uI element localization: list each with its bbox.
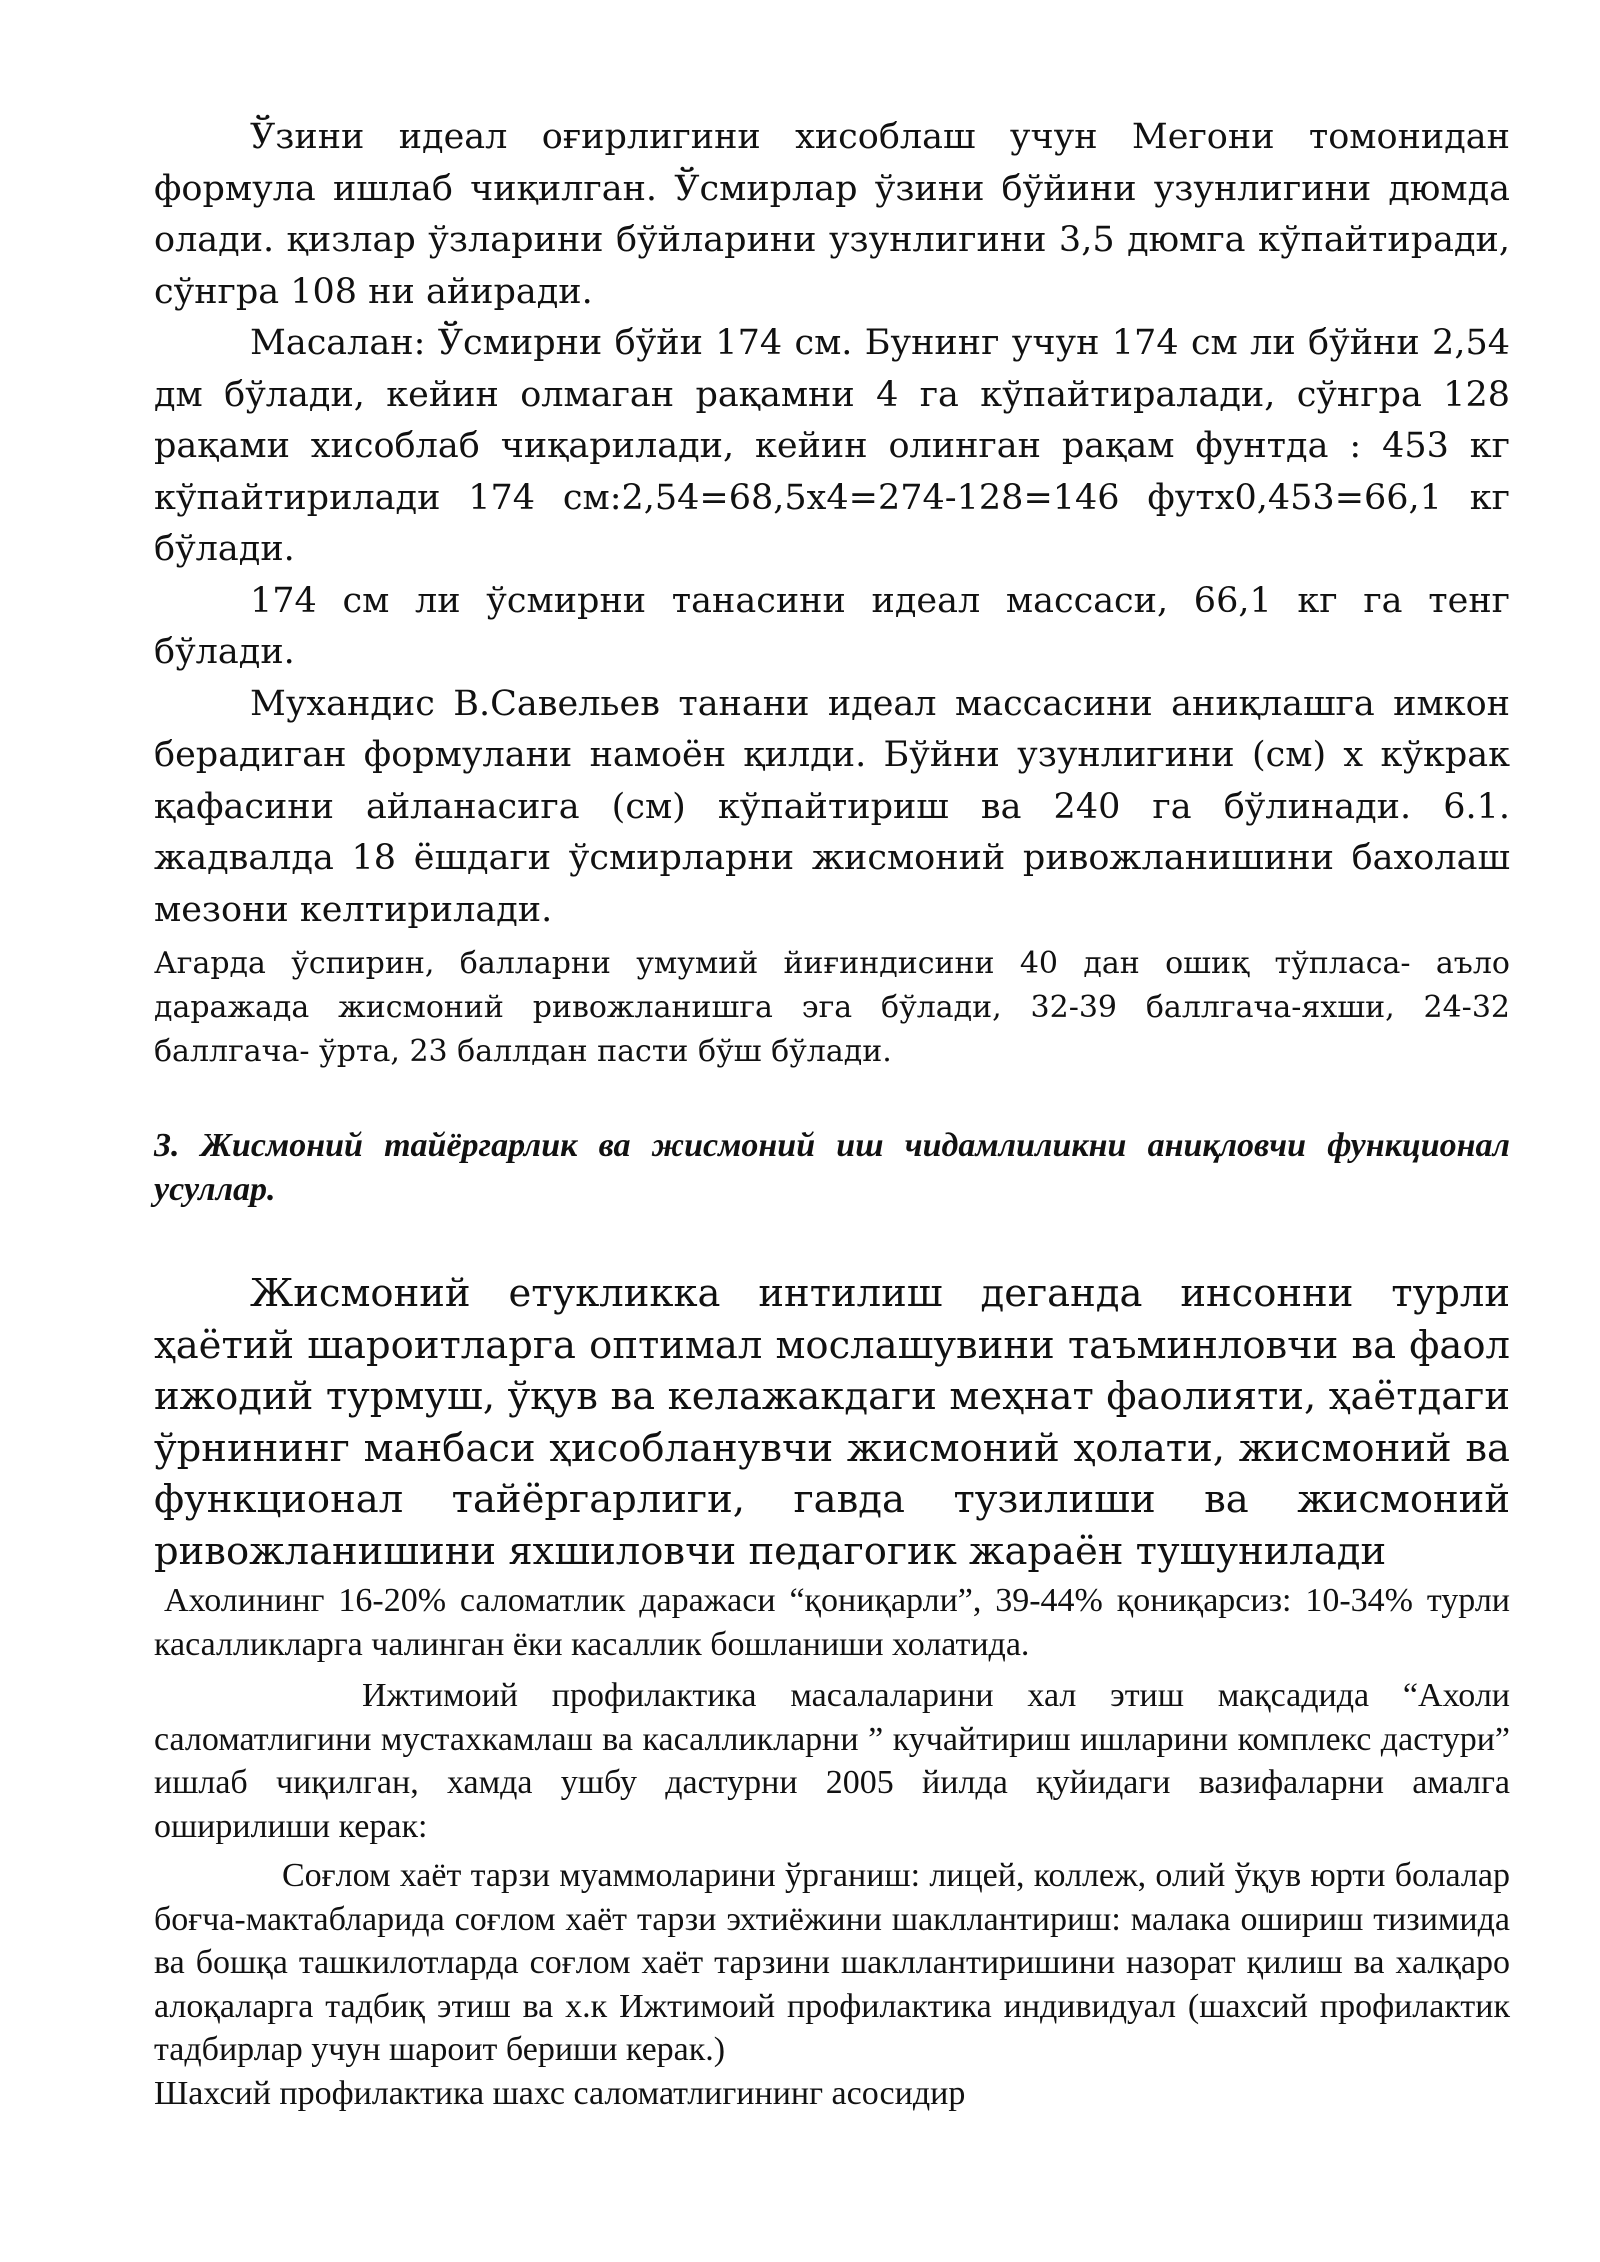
section-heading: 3. Жисмоний тайёргарлик ва жисмоний иш чидамлиликни аниқловчи функционал усуллар. xyxy=(154,1127,1510,1208)
paragraph-population-health: Ахолининг 16-20% саломатлик даражаси “қониқарли”, 39-44% қониқарсиз: 10-34% турли касалликларга чалинган ёки касаллик бошланиши холатида. xyxy=(154,1582,1510,1663)
paragraph-healthy-lifestyle: Соғлом хаёт тарзи муаммоларини ўрганиш: лицей, коллеж, олий ўқув юрти болалар боғча-мактабларида соғлом хаёт тарзи эхтиёжини шакллантириш: малака ошириш тизимида ва бошқа ташкилотларда соғлом хаёт тарзини шакллантиришини назорат қилиш ва халқаро алоқаларга тадбиқ этиш ва х.к Ижтимоий профилактика индивидуал (шахсий профилактик тадбирлар учун шароит бериши керак.) xyxy=(154,1857,1510,2068)
paragraph-example-calculation: Масалан: Ўсмирни бўйи 174 см. Бунинг учун 174 см ли бўйни 2,54 дм бўлади, кейин олмаган рақамни 4 га кўпайтиралади, сўнгра 128 рақами хисоблаб чиқарилади, кейин олинган рақам фунтда : 453 кг кўпайтирилади 174 см:2,54=68,5х4=274-128=146 футх0,453=66,1 кг бўлади. xyxy=(154,323,1510,569)
paragraph-physical-maturity: Жисмоний етукликка интилиш деганда инсонни турли ҳаётий шароитларга оптимал мослашувини таъминловчи ва фаол ижодий турмуш, ўқув ва келажакдаги меҳнат фаолияти, ҳаётдаги ўрнининг манбаси ҳисобланувчи жисмоний ҳолати, жисмоний ва функционал тайёргарлиги, гавда тузилиши ва жисмоний ривожланишини яхшиловчи педагогик жараён тушунилади xyxy=(154,1271,1510,1574)
paragraph-social-prophylaxis: Ижтимоий профилактика масалаларини хал этиш мақсадида “Ахоли саломатлигини мустахкамлаш ва касалликларни ” кучайтириш ишларини комплекс дастури” ишлаб чиқилган, хамда ушбу дастурни 2005 йилда қуйидаги вазифаларни амалга оширилиши керак: xyxy=(154,1677,1510,1845)
paragraph-personal-prophylaxis: Шахсий профилактика шахс саломатлигининг асосидир xyxy=(154,2074,966,2112)
paragraph-ideal-weight-formula: Ўзини идеал оғирлигини хисоблаш учун Мегони томонидан формула ишлаб чиқилган. Ўсмирлар ўзини бўйини узунлигини дюмда олади. қизлар ўзларини бўйларини узунлигини 3,5 дюмга кўпайтиради, сўнгра 108 ни айиради. xyxy=(154,117,1510,312)
paragraph-scoring: Агарда ўспирин, балларни умумий йиғиндисини 40 дан ошиқ тўпласа- аъло даражада жисмоний ривожланишга эга бўлади, 32-39 баллгача-яхши, 24-32 баллгача- ўрта, 23 баллдан пасти бўш бўлади. xyxy=(154,946,1510,1069)
document-page xyxy=(154,112,1510,2115)
paragraph-savelyev-formula: Мухандис В.Савельев танани идеал массасини аниқлашга имкон берадиган формулани намоён қилди. Бўйни узунлигини (см) х кўкрак қафасини айланасига (см) кўпайтириш ва 240 га бўлинади. 6.1. жадвалда 18 ёшдаги ўсмирларни жисмоний ривожланишини бахолаш мезони келтирилади. xyxy=(154,683,1510,930)
paragraph-ideal-mass-result: 174 см ли ўсмирни танасини идеал массаси, 66,1 кг га тенг бўлади. xyxy=(154,580,1510,672)
